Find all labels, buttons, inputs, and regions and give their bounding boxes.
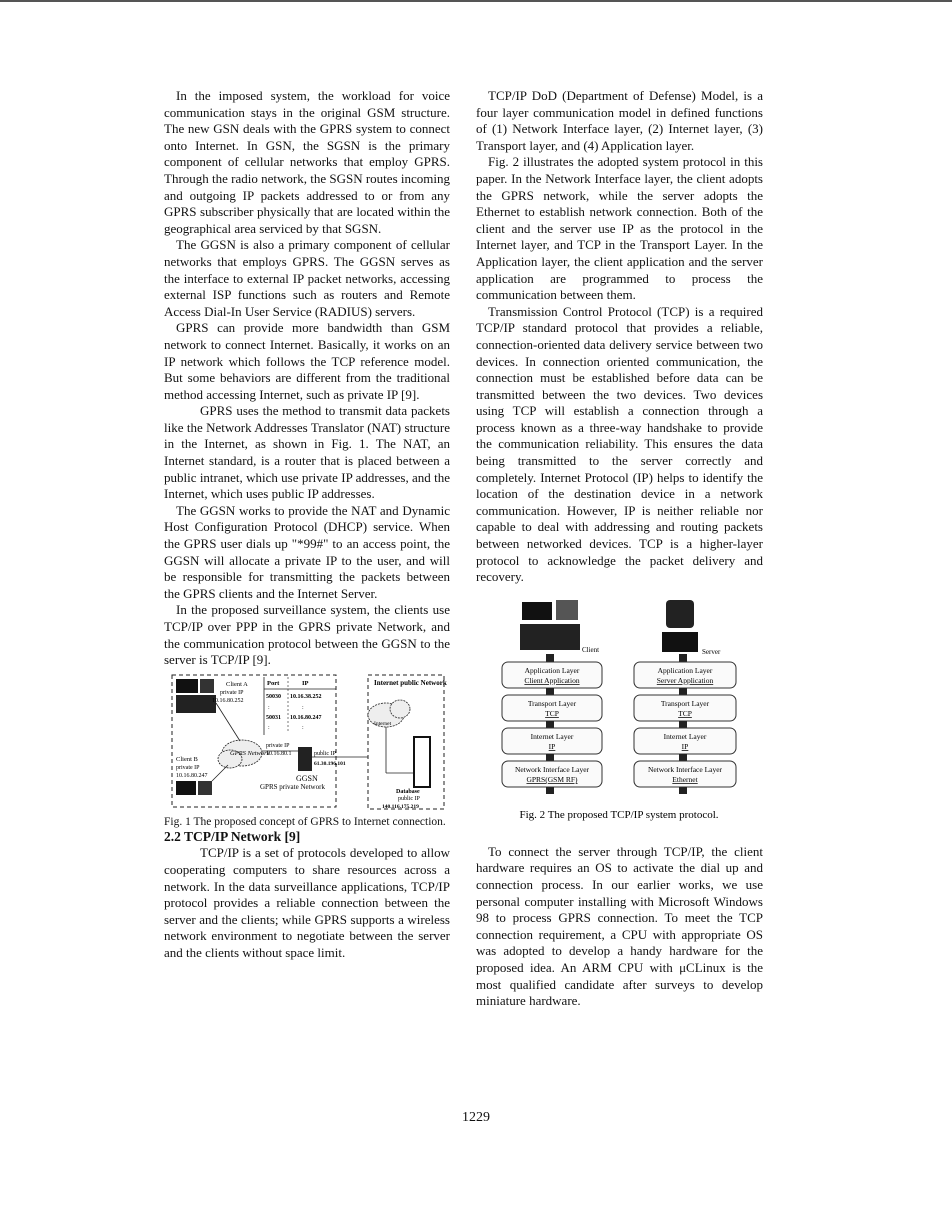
nat-row2-ip: 10.16.80.247: [290, 714, 322, 721]
nat-row1-ip: 10.16.38.252: [290, 693, 322, 700]
layer-protocol: Client Application: [524, 675, 580, 685]
figure-1-network-diagram: [164, 673, 450, 815]
paragraph: In the imposed system, the workload for voice communication stays in the original GSM structure. The new GSN deals with the GPRS system to connect onto Internet. In GSN, the SGSN is the primary component of cellular networks that employ GPRS. Through the radio network, the SGSN routes incoming and outgoing IP packets addressed to or from any GPRS subscriber physically that are located within the geographical area serviced by that SGSN.: [164, 88, 450, 236]
client-device-icon: [520, 600, 580, 650]
layer-name: Internet Layer: [530, 731, 574, 741]
page-number: 1229: [462, 1110, 490, 1125]
client-b-ip: 10.16.80.247: [176, 772, 208, 779]
figure-2-protocol-stack: [476, 596, 763, 836]
paragraph: TCP/IP is a set of protocols developed to allow cooperating computers to share resources across a network. In the data surveillance applications, TCP/IP protocol provides a reliable connection between the server and the clients; while GPRS supports a wireless network environment to negotiate between the server and the clients without space limit.: [164, 845, 450, 960]
nat-row2-port: 50031: [266, 714, 281, 721]
database-label: Database: [396, 788, 420, 795]
layer-name: Network Interface Layer: [647, 764, 723, 774]
gprs-cloud-label: GPRS Network: [230, 749, 270, 757]
client-layer-stack: [502, 662, 602, 794]
layer-name: Application Layer: [657, 665, 713, 675]
paragraph: In the proposed surveillance system, the clients use TCP/IP over PPP in the GPRS private Network, and the communication protocol between the GGSN to the server is TCP/IP [9].: [164, 602, 450, 668]
ggsn-public-ip: 61.30.196.101: [314, 760, 346, 767]
client-a-device-icon: [176, 679, 216, 713]
internet-network-label: Internet public Network: [374, 678, 447, 687]
paragraph: The GGSN is also a primary component of cellular networks that employs GPRS. The GGSN serves as the interface to external IP packet networks, accessing external ISP functions such as routers and Remote Access Dial-In User Service (RADIUS) servers.: [164, 237, 450, 319]
figure-1-caption: Fig. 1 The proposed concept of GPRS to Internet connection.: [164, 815, 446, 828]
database-ip: 140.116.175.219: [382, 803, 419, 810]
layer-name: Transport Layer: [660, 698, 710, 708]
layer-name: Application Layer: [524, 665, 580, 675]
ggsn-public-ip-label: public IP: [314, 750, 336, 757]
layer-name: Network Interface Layer: [514, 764, 590, 774]
ggsn-private-ip: 10.16.80.1: [266, 750, 292, 757]
layer-name: Internet Layer: [663, 731, 707, 741]
ggsn-router-icon: [298, 747, 312, 771]
nat-ip-header: IP: [302, 679, 309, 687]
nat-port-header: Port: [267, 679, 280, 687]
layer-protocol: IP: [681, 741, 689, 751]
server-network-interface-layer: [634, 761, 736, 787]
database-ip-label: public IP: [398, 795, 420, 802]
paragraph: GPRS can provide more bandwidth than GSM network to connect Internet. Basically, it works on an IP network which follows the TCP reference model. But some behaviors are different from the traditional method accessing Internet, such as private IP [9].: [164, 320, 450, 402]
section-heading: 2.2 TCP/IP Network [9]: [164, 828, 301, 844]
server-label: Server: [702, 647, 721, 656]
client-b-ip-label: private IP: [176, 764, 200, 771]
paragraph: TCP/IP DoD (Department of Defense) Model, is a four layer communication model in defined functions of (1) Network Interface layer, (2) Internet layer, (3) Transport layer, and (4) Application layer.: [476, 88, 763, 153]
page-top-border: [0, 0, 952, 2]
client-a-ip-label: private IP: [220, 689, 244, 696]
client-a-label: Client A: [226, 680, 248, 688]
client-transport-layer: [502, 695, 602, 721]
paragraph: Transmission Control Protocol (TCP) is a required TCP/IP standard protocol that provides a reliable, connection-oriented data delivery service between two devices. In connection oriented communication, the connection must be established before data can be transmitted between the two devices. Two devices using TCP will establish a connection through a process known as a three-way handshake to provide the communication reliability. This ensures the data being transmitted to the server correctly and completely. Internet Protocol (IP) helps to identify the location of the destination device in a network communication. However, IP is neither reliable nor capable to deal with addressing and routing packets between networked devices. TCP is a higher-layer protocol to acknowledge the packet delivery and recovery.: [476, 303, 763, 585]
layer-name: Transport Layer: [527, 698, 577, 708]
client-b-device-icon: [176, 781, 212, 795]
nat-row1-port: 50030: [266, 693, 281, 700]
server-internet-layer: [634, 728, 736, 754]
nat-ellipsis: :: [268, 724, 270, 731]
client-label: Client: [582, 645, 600, 654]
ggsn-private-ip-label: private IP: [266, 742, 290, 749]
database-server-icon: [414, 737, 430, 787]
server-device-icon: [662, 600, 698, 652]
client-network-interface-layer: [502, 761, 602, 787]
nat-ellipsis: :: [302, 724, 304, 731]
nat-ellipsis: :: [302, 704, 304, 711]
server-application-layer: [634, 662, 736, 688]
paragraph: Fig. 2 illustrates the adopted system protocol in this paper. In the Network Interface layer, the client adopts the GPRS network, while the server adopts the Ethernet to establish network connection. Both of the client and the server use IP as the protocol in the Internet layer, and TCP in the Transport Layer. In the Application layer, the client application and the server application are programmed to process the communication between them.: [476, 154, 763, 303]
client-internet-layer: [502, 728, 602, 754]
nat-ellipsis: :: [268, 704, 270, 711]
paragraph: To connect the server through TCP/IP, the client hardware requires an OS to activate the dial up and connection process. In our earlier works, we use personal computer installing with Microsoft Windows 98 to process GPRS connection. To meet the TCP connection requirement, a CPU with appropriate OS was adopted to develop a handy hardware for the proposed idea. An ARM CPU with μCLinux is the most qualified candidate after surveys to develop miniature hardware.: [476, 843, 763, 1009]
layer-protocol: IP: [548, 741, 556, 751]
paragraph: GPRS uses the method to transmit data packets like the Network Addresses Translator (NAT) structure in the Internet, as shown in Fig. 1. The NAT, an Internet standard, is a router that is placed between a public intranet, which use private IP addresses, and the Internet, which uses public IP addresses.: [164, 403, 450, 502]
gprs-private-network-label: GPRS private Network: [260, 782, 325, 791]
internet-cloud-label: Internet: [374, 720, 392, 727]
client-b-label: Client B: [176, 755, 198, 763]
figure-2-caption: Fig. 2 The proposed TCP/IP system protocol.: [519, 808, 719, 821]
right-column: [476, 88, 763, 1010]
layer-protocol: TCP: [545, 708, 559, 718]
layer-protocol: Server Application: [656, 675, 714, 685]
layer-protocol: GPRS(GSM RF): [526, 774, 578, 784]
client-application-layer: [502, 662, 602, 688]
server-transport-layer: [634, 695, 736, 721]
nat-table: [264, 677, 336, 735]
left-column: [164, 88, 450, 962]
ggsn-label: GGSN: [296, 773, 318, 783]
server-layer-stack: [634, 662, 736, 794]
layer-protocol: Ethernet: [672, 774, 698, 784]
paragraph: The GGSN works to provide the NAT and Dynamic Host Configuration Protocol (DHCP) service. When the GPRS user dials up "*99#" to an access point, the GGSN will allocate a private IP to the user, and will be responsible for transmitting the packets between the GPRS clients and the Internet Server.: [164, 502, 450, 601]
layer-protocol: TCP: [678, 708, 692, 718]
client-a-ip: 10.16.80.252: [212, 697, 244, 704]
